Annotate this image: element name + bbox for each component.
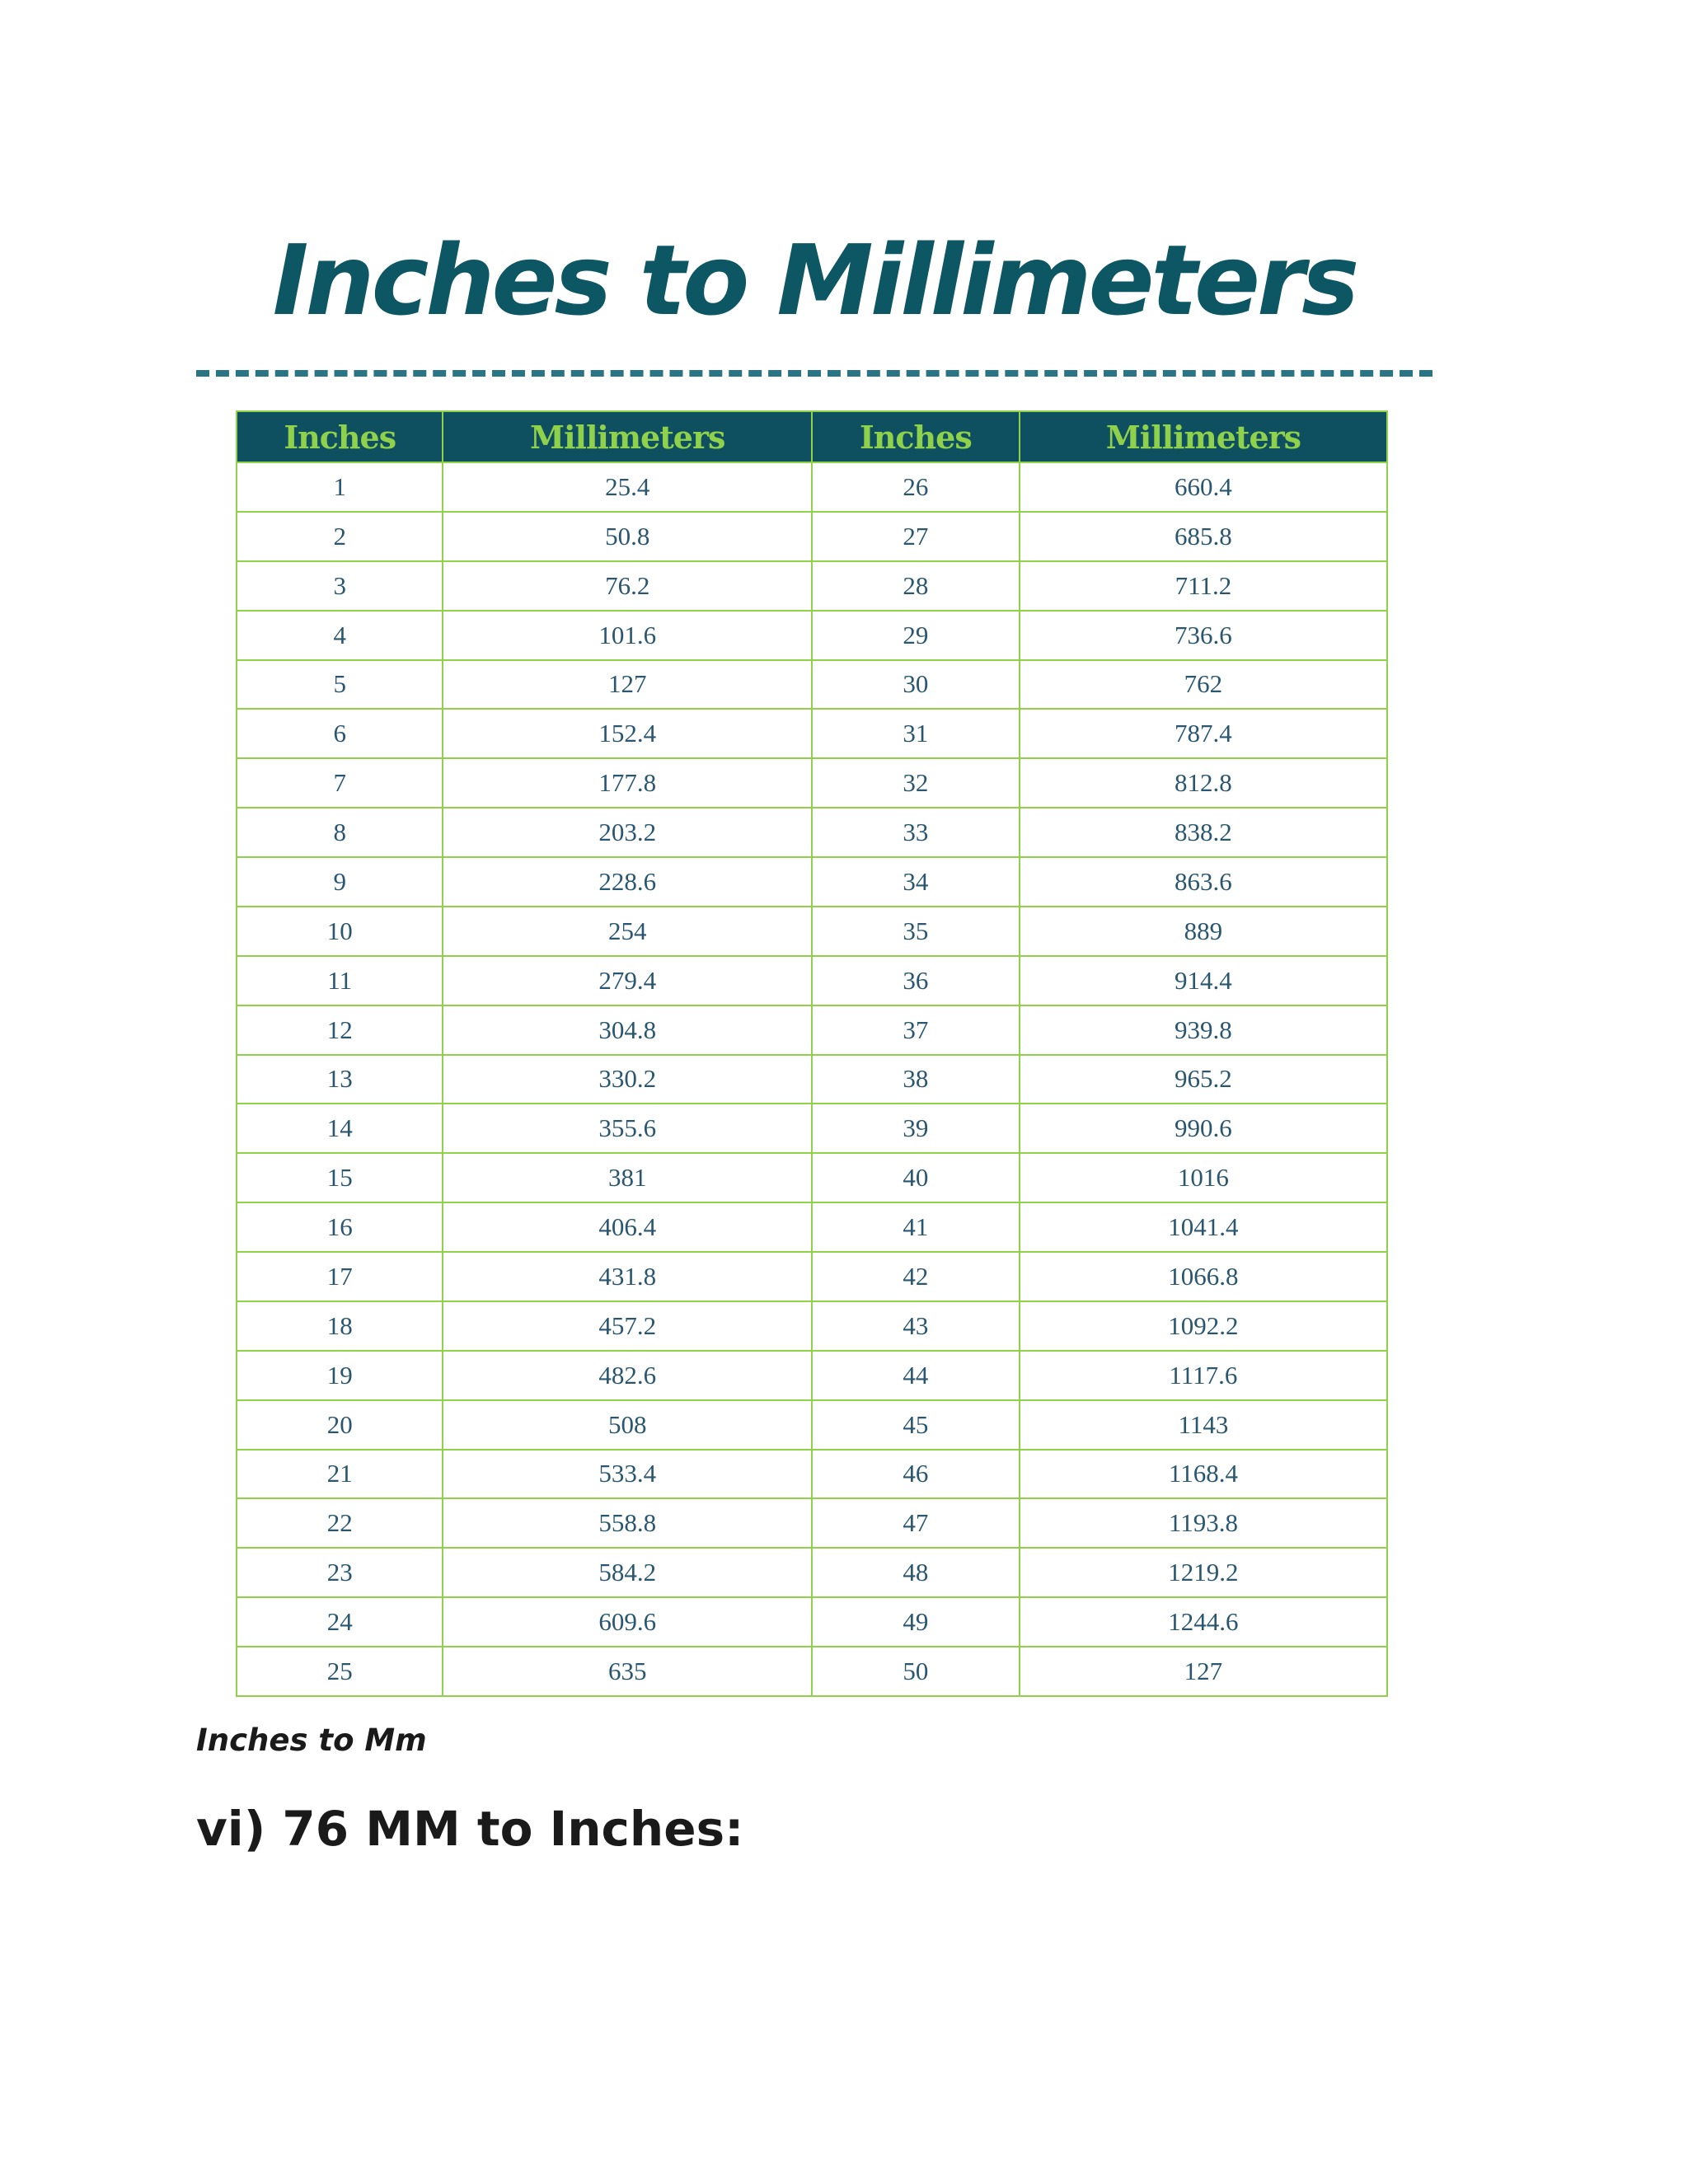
column-header-millimeters-1: Millimeters xyxy=(443,411,812,462)
table-cell-millimeters: 812.8 xyxy=(1020,758,1387,808)
table-cell-inches: 8 xyxy=(237,808,443,857)
section-heading: vi) 76 MM to Inches: xyxy=(196,1801,744,1857)
table-cell-inches: 42 xyxy=(812,1252,1020,1301)
table-cell-inches: 7 xyxy=(237,758,443,808)
table-cell-millimeters: 355.6 xyxy=(443,1104,812,1153)
table-header-row xyxy=(237,411,1387,462)
table-cell-inches: 34 xyxy=(812,857,1020,907)
table-cell-inches: 39 xyxy=(812,1104,1020,1153)
column-header-millimeters-2: Millimeters xyxy=(1020,411,1387,462)
table-cell-inches: 29 xyxy=(812,611,1020,660)
table-cell-millimeters: 939.8 xyxy=(1020,1005,1387,1055)
table-cell-millimeters: 609.6 xyxy=(443,1597,812,1647)
table-cell-millimeters: 711.2 xyxy=(1020,561,1387,611)
table-cell-millimeters: 279.4 xyxy=(443,956,812,1005)
table-cell-millimeters: 431.8 xyxy=(443,1252,812,1301)
table-cell-inches: 5 xyxy=(237,660,443,710)
table-cell-millimeters: 381 xyxy=(443,1153,812,1202)
table-cell-millimeters: 965.2 xyxy=(1020,1055,1387,1104)
table-cell-inches: 15 xyxy=(237,1153,443,1202)
column-header-inches-1: Inches xyxy=(237,411,443,462)
table-row xyxy=(237,1153,1387,1202)
table-cell-millimeters: 177.8 xyxy=(443,758,812,808)
table-cell-inches: 41 xyxy=(812,1202,1020,1252)
table-row xyxy=(237,758,1387,808)
figure-title: Inches to Millimeters xyxy=(272,223,1357,337)
table-row xyxy=(237,1498,1387,1548)
table-cell-millimeters: 50.8 xyxy=(443,512,812,561)
table-row xyxy=(237,1400,1387,1450)
table-row xyxy=(237,611,1387,660)
table-cell-inches: 22 xyxy=(237,1498,443,1548)
table-cell-inches: 28 xyxy=(812,561,1020,611)
table-cell-inches: 1 xyxy=(237,462,443,512)
table-row xyxy=(237,1252,1387,1301)
table-row xyxy=(237,462,1387,512)
table-cell-inches: 12 xyxy=(237,1005,443,1055)
table-cell-inches: 18 xyxy=(237,1301,443,1351)
table-cell-inches: 2 xyxy=(237,512,443,561)
table-cell-inches: 33 xyxy=(812,808,1020,857)
table-cell-millimeters: 736.6 xyxy=(1020,611,1387,660)
table-cell-inches: 36 xyxy=(812,956,1020,1005)
table-cell-inches: 40 xyxy=(812,1153,1020,1202)
table-cell-inches: 43 xyxy=(812,1301,1020,1351)
table-cell-millimeters: 203.2 xyxy=(443,808,812,857)
table-cell-inches: 49 xyxy=(812,1597,1020,1647)
table-row xyxy=(237,1202,1387,1252)
table-cell-millimeters: 787.4 xyxy=(1020,709,1387,758)
table-cell-millimeters: 762 xyxy=(1020,660,1387,710)
table-cell-inches: 50 xyxy=(812,1647,1020,1696)
table-cell-inches: 47 xyxy=(812,1498,1020,1548)
table-cell-millimeters: 889 xyxy=(1020,907,1387,956)
figure-caption: Inches to Mm xyxy=(196,1722,427,1758)
table-cell-inches: 25 xyxy=(237,1647,443,1696)
table-cell-millimeters: 101.6 xyxy=(443,611,812,660)
table-cell-inches: 37 xyxy=(812,1005,1020,1055)
table-cell-millimeters: 1244.6 xyxy=(1020,1597,1387,1647)
table-cell-inches: 26 xyxy=(812,462,1020,512)
table-cell-millimeters: 838.2 xyxy=(1020,808,1387,857)
table-row xyxy=(237,907,1387,956)
table-row xyxy=(237,660,1387,710)
table-cell-millimeters: 558.8 xyxy=(443,1498,812,1548)
table-cell-inches: 14 xyxy=(237,1104,443,1153)
table-cell-millimeters: 508 xyxy=(443,1400,812,1450)
table-row xyxy=(237,808,1387,857)
table-cell-millimeters: 482.6 xyxy=(443,1351,812,1400)
table-cell-millimeters: 304.8 xyxy=(443,1005,812,1055)
table-row xyxy=(237,1301,1387,1351)
table-row xyxy=(237,1450,1387,1499)
table-row xyxy=(237,1055,1387,1104)
table-cell-inches: 21 xyxy=(237,1450,443,1499)
table-row xyxy=(237,1104,1387,1153)
table-cell-millimeters: 254 xyxy=(443,907,812,956)
table-cell-inches: 13 xyxy=(237,1055,443,1104)
table-cell-inches: 32 xyxy=(812,758,1020,808)
table-cell-millimeters: 406.4 xyxy=(443,1202,812,1252)
table-body xyxy=(237,462,1387,1696)
table-cell-inches: 20 xyxy=(237,1400,443,1450)
table-row xyxy=(237,1597,1387,1647)
column-header-inches-2: Inches xyxy=(812,411,1020,462)
table-cell-inches: 31 xyxy=(812,709,1020,758)
table-cell-millimeters: 685.8 xyxy=(1020,512,1387,561)
table-row xyxy=(237,1548,1387,1597)
table-cell-millimeters: 1143 xyxy=(1020,1400,1387,1450)
table-cell-millimeters: 660.4 xyxy=(1020,462,1387,512)
table-row xyxy=(237,1005,1387,1055)
table-cell-millimeters: 457.2 xyxy=(443,1301,812,1351)
table-cell-millimeters: 76.2 xyxy=(443,561,812,611)
table-cell-inches: 48 xyxy=(812,1548,1020,1597)
table-row xyxy=(237,857,1387,907)
table-cell-millimeters: 990.6 xyxy=(1020,1104,1387,1153)
table-cell-inches: 4 xyxy=(237,611,443,660)
table-cell-millimeters: 127 xyxy=(443,660,812,710)
table-cell-inches: 45 xyxy=(812,1400,1020,1450)
table-cell-inches: 23 xyxy=(237,1548,443,1597)
table-cell-inches: 11 xyxy=(237,956,443,1005)
table-cell-millimeters: 1168.4 xyxy=(1020,1450,1387,1499)
table-cell-inches: 30 xyxy=(812,660,1020,710)
table-cell-millimeters: 1092.2 xyxy=(1020,1301,1387,1351)
table-row xyxy=(237,1647,1387,1696)
table-cell-inches: 16 xyxy=(237,1202,443,1252)
table-cell-inches: 10 xyxy=(237,907,443,956)
table-cell-inches: 9 xyxy=(237,857,443,907)
table-cell-inches: 38 xyxy=(812,1055,1020,1104)
table-row xyxy=(237,1351,1387,1400)
dashed-divider xyxy=(196,370,1432,377)
table-row xyxy=(237,512,1387,561)
table-cell-millimeters: 635 xyxy=(443,1647,812,1696)
table-cell-millimeters: 152.4 xyxy=(443,709,812,758)
table-cell-inches: 24 xyxy=(237,1597,443,1647)
table-cell-inches: 35 xyxy=(812,907,1020,956)
table-cell-millimeters: 914.4 xyxy=(1020,956,1387,1005)
table-cell-inches: 3 xyxy=(237,561,443,611)
table-cell-millimeters: 228.6 xyxy=(443,857,812,907)
table-cell-millimeters: 1041.4 xyxy=(1020,1202,1387,1252)
table-cell-millimeters: 1117.6 xyxy=(1020,1351,1387,1400)
table-cell-millimeters: 1193.8 xyxy=(1020,1498,1387,1548)
table-cell-inches: 46 xyxy=(812,1450,1020,1499)
table-cell-millimeters: 1219.2 xyxy=(1020,1548,1387,1597)
table-cell-millimeters: 584.2 xyxy=(443,1548,812,1597)
table-row xyxy=(237,709,1387,758)
table-cell-inches: 6 xyxy=(237,709,443,758)
conversion-table xyxy=(236,410,1388,1697)
table-cell-millimeters: 25.4 xyxy=(443,462,812,512)
table-cell-millimeters: 1066.8 xyxy=(1020,1252,1387,1301)
table-cell-inches: 17 xyxy=(237,1252,443,1301)
table-cell-inches: 27 xyxy=(812,512,1020,561)
table-cell-inches: 44 xyxy=(812,1351,1020,1400)
table-cell-millimeters: 330.2 xyxy=(443,1055,812,1104)
table-cell-millimeters: 863.6 xyxy=(1020,857,1387,907)
conversion-figure xyxy=(196,221,1432,1704)
table-cell-millimeters: 1016 xyxy=(1020,1153,1387,1202)
table-cell-inches: 19 xyxy=(237,1351,443,1400)
table-row xyxy=(237,561,1387,611)
table-cell-millimeters: 533.4 xyxy=(443,1450,812,1499)
table-row xyxy=(237,956,1387,1005)
table-cell-millimeters: 127 xyxy=(1020,1647,1387,1696)
